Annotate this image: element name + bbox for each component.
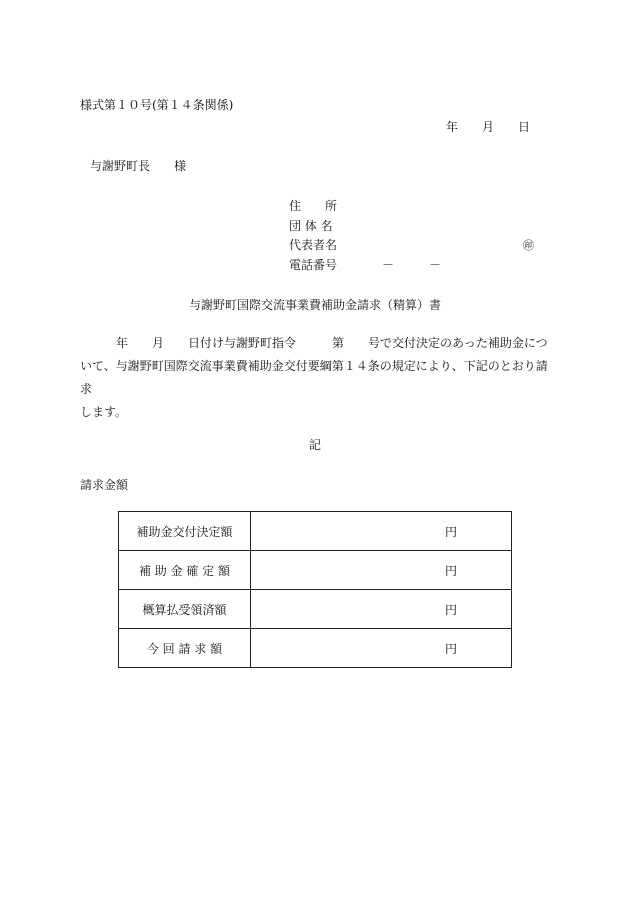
phone-dash-2: － (429, 257, 442, 272)
body-line-1: 年 月 日付け与謝野町指令 第 号で交付決定のあった補助金につ (80, 336, 548, 350)
ki-heading: 記 (309, 438, 322, 452)
row-value: 円 (251, 551, 512, 590)
row-value: 円 (251, 629, 512, 668)
body-line-2: いて、与謝野町国際交流事業費補助金交付要綱第１４条の規定により、下記のとおり請求 (80, 359, 548, 396)
document-title: 与謝野町国際交流事業費補助金請求（精算）書 (189, 298, 442, 312)
date-day: 日 (518, 120, 531, 134)
date-line (446, 120, 530, 134)
row-label: 今 回 請 求 額 (119, 629, 251, 668)
body-text (80, 332, 552, 424)
amount-table (118, 511, 512, 668)
table-row (119, 629, 512, 668)
seal-mark: ㊞ (523, 239, 534, 252)
row-value: 円 (251, 590, 512, 629)
representative-row (289, 236, 539, 256)
body-line-3: します。 (80, 405, 128, 419)
row-label: 概算払受領済額 (119, 590, 251, 629)
address-row (289, 197, 539, 217)
phone-label: 電話番号 (289, 257, 338, 272)
phone-dash-1: － (382, 257, 395, 272)
date-year: 年 (446, 120, 459, 134)
table-row (119, 512, 512, 551)
representative-label: 代表者名 (289, 238, 338, 252)
address-label: 住 所 (289, 199, 338, 213)
form-number: 様式第１０号(第１４条関係) (80, 98, 234, 112)
table-row (119, 590, 512, 629)
table-row (119, 551, 512, 590)
group-row (289, 217, 539, 237)
date-month: 月 (482, 120, 495, 134)
group-label: 団 体 名 (289, 218, 333, 233)
row-label: 補 助 金 確 定 額 (119, 551, 251, 590)
addressee: 与謝野町長 様 (90, 159, 187, 173)
sender-block (289, 197, 539, 275)
row-value: 円 (251, 512, 512, 551)
section-title: 請求金額 (80, 478, 129, 492)
phone-row (289, 256, 539, 276)
row-label: 補助金交付決定額 (119, 512, 251, 551)
